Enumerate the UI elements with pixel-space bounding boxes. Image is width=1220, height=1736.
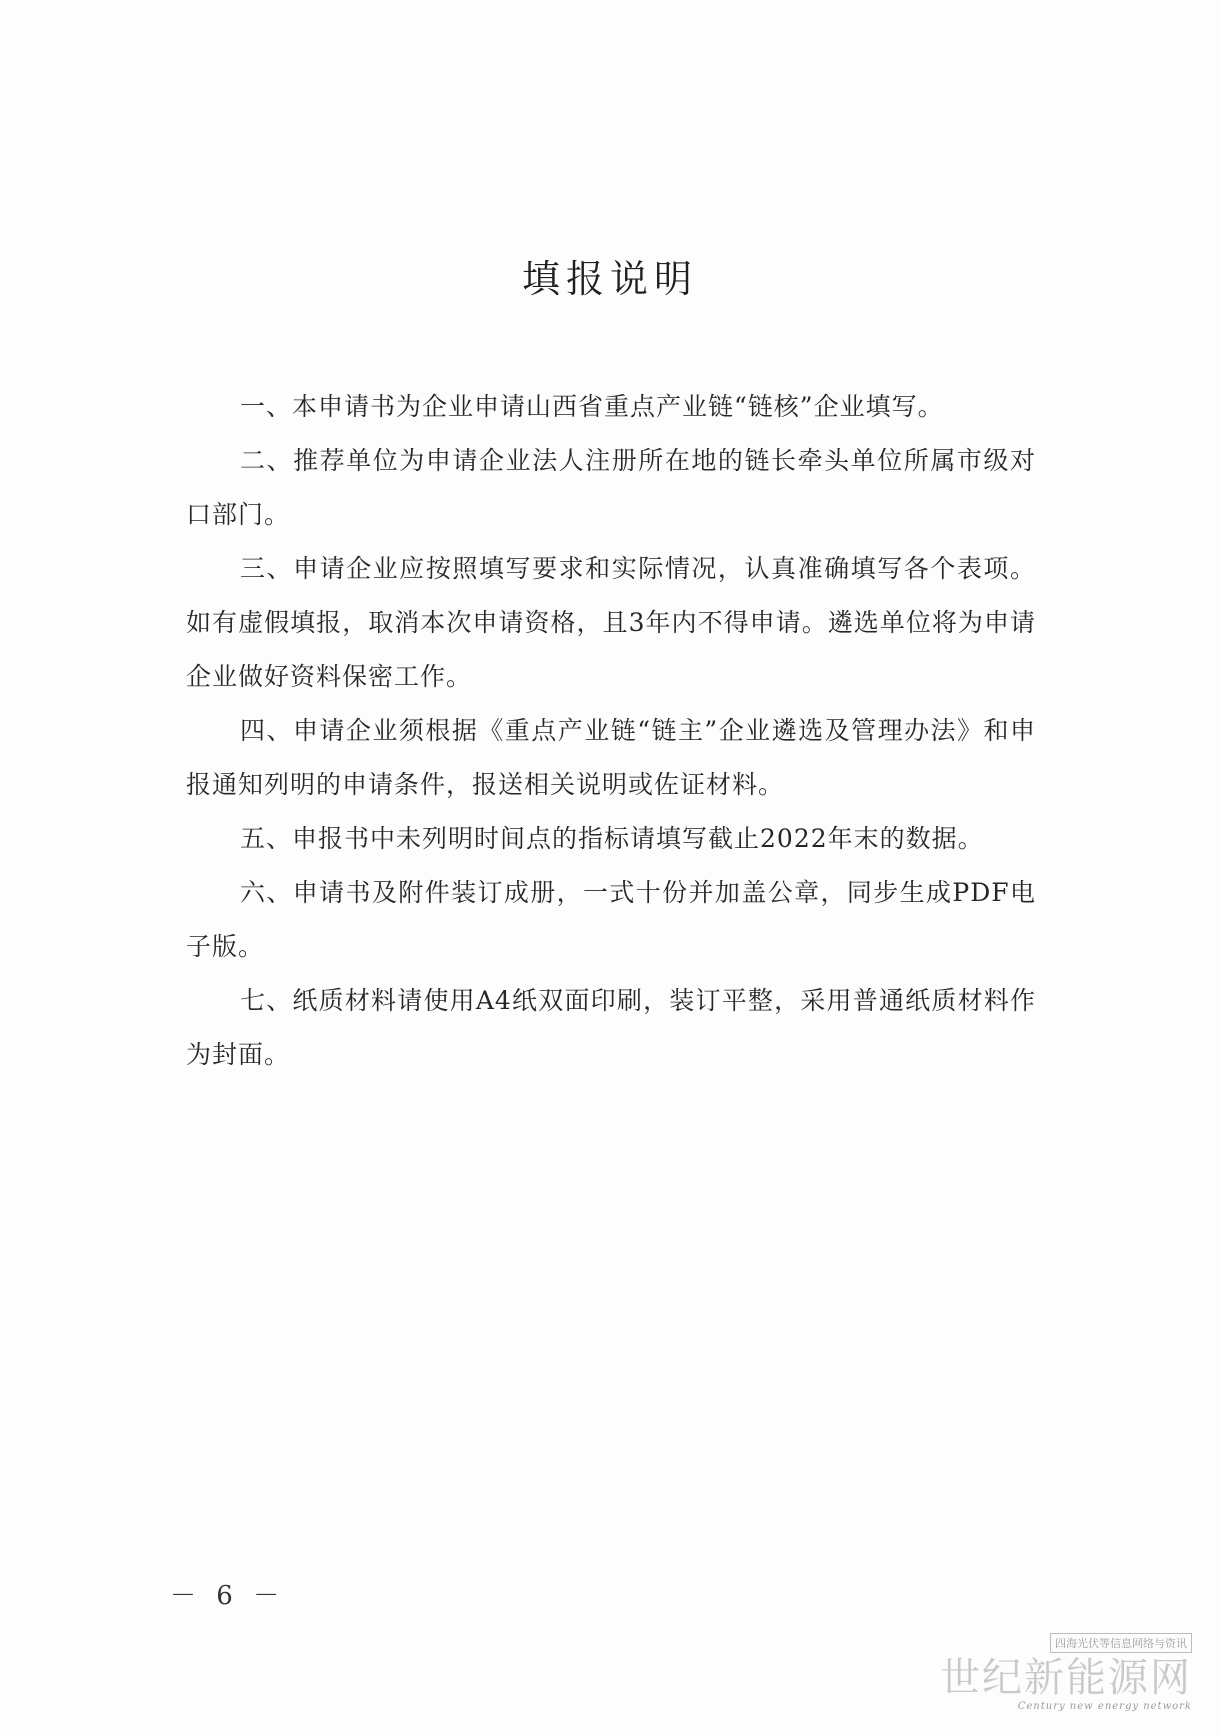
- page-number: － 6 －: [170, 1581, 286, 1611]
- watermark-name: 世纪新能源网: [940, 1655, 1192, 1701]
- instruction-paragraph-6: 六、申请书及附件装订成册，一式十份并加盖公章，同步生成PDF电子版。: [186, 878, 1036, 961]
- instructions-body: [186, 380, 1036, 1082]
- site-watermark: [940, 1632, 1192, 1712]
- instruction-paragraph-5: 五、申报书中未列明时间点的指标请填写截止2022年末的数据。: [240, 824, 984, 853]
- instruction-paragraph-4: 四、申请企业须根据《重点产业链“链主”企业遴选及管理办法》和申报通知列明的申请条件，报送相关说明或佐证材料。: [186, 716, 1036, 799]
- instruction-paragraph-2: 二、推荐单位为申请企业法人注册所在地的链长牵头单位所属市级对口部门。: [186, 446, 1036, 529]
- page-title: 填报说明: [521, 257, 698, 301]
- instruction-paragraph-7: 七、纸质材料请使用A4纸双面印刷，装订平整，采用普通纸质材料作为封面。: [186, 986, 1036, 1069]
- instruction-paragraph-1: 一、本申请书为企业申请山西省重点产业链“链核”企业填写。: [240, 392, 944, 421]
- watermark-tagline: 四海光伏等信息网络与资讯: [1050, 1633, 1192, 1653]
- instruction-paragraph-3: 三、申请企业应按照填写要求和实际情况，认真准确填写各个表项。如有虚假填报，取消本次申请资格，且3年内不得申请。遴选单位将为申请企业做好资料保密工作。: [186, 554, 1036, 691]
- watermark-english: Century new energy network: [1017, 1701, 1192, 1712]
